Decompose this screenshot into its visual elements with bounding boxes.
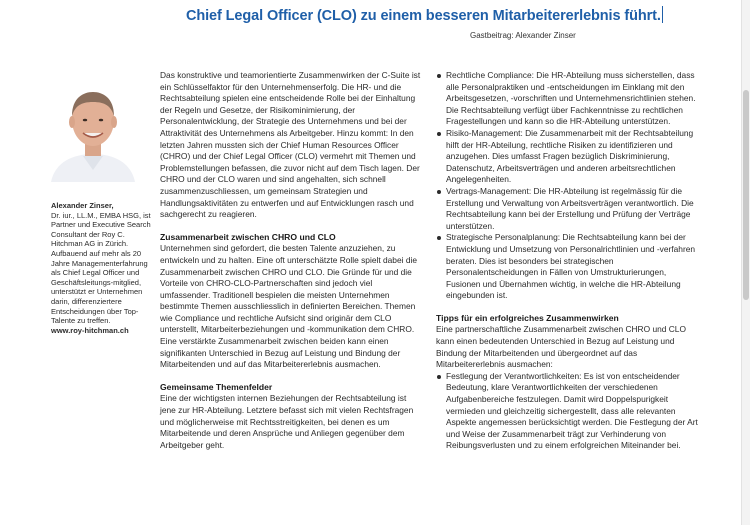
intro-paragraph: Das konstruktive und teamorientierte Zusammenwirken der C-Suite ist ein Schlüsselfaktor für den Unternehmenserfolg. Die HR- und die Rechtsabteilung spielen eine entscheidende Rolle bei der Einhaltung der Regeln und Gesetze, der Risikominimierung, der Personalentwicklung, der Strategie des Unternehmens und bei der Attraktivität des Unternehmens als Arbeitgeber. Hinzu kommt: In den letzten Jahren mussten sich der Chief Human Resources Officer (CHRO) und der Chief Legal Officer (CLO) vermehrt mit Themen und Problemstellungen befassen, die zuvor nicht auf dem Tisch lagen. Der CHRO und der CLO waren und sind angehalten, sich schnell zusammenzuschliessen, um gemeinsam Strategien und Handlungsaktivitäten zu entwerfen und auf Entwicklungen rasch und sachgerecht zu reagieren. — [160, 70, 421, 220]
vertical-scrollbar[interactable] — [741, 0, 750, 525]
author-photo — [45, 78, 141, 182]
list-item: Festlegung der Verantwortlichkeiten: Es ist von entscheidender Bedeutung, klare Verantwortlichkeiten der verschiedenen Aufgabenbereiche festzulegen. Damit wird Doppelspurigkeit vermieden und gleichzeitig sichergestellt, dass alle relevanten Aspekte angemessen berücksichtigt werden. Die Festlegung der Art und Weise der Zusammenarbeit trägt zur Verhinderung von Reibungsverlusten und zu einem erfolgreichen Miteinander bei. — [436, 371, 698, 452]
article-column-middle — [160, 70, 424, 451]
headline-text: Chief Legal Officer (CLO) zu einem besseren Mitarbeitererlebnis führt. — [186, 8, 661, 24]
collaboration-paragraph: Unternehmen sind gefordert, die besten Talente anzuziehen, zu entwickeln und zu halten. Eine oft unterschätzte Rolle spielt dabei die Zusammenarbeit zwischen CHRO und CLO. Die Gründe für und die Vorteile von CHRO-CLO-Partnerschaften sind jedoch viel umfassender. Traditionell bespielen die meisten Unternehmen bestimmte Themen ausschliesslich in definierten Bereichen. Themen wie Compliance und rechtliche Aufsicht sind originär dem CLO unterstellt, Mitarbeiterbeziehungen und -kommunikation dem CHRO. Eine verstärkte Zusammenarbeit zwischen beiden kann einen signifikanten Unterschied in Bezug auf Leistung und Bindung der Mitarbeitenden und auf das Mitarbeitererlebnis ausmachen. — [160, 243, 417, 370]
tips-paragraph: Eine partnerschaftliche Zusammenarbeit zwischen CHRO und CLO kann einen bedeutenden Unterschied in Bezug auf Leistung und Bindung der Mitarbeitenden und übergeordnet auf das Mitarbeitererlebnis ausmachen: — [436, 324, 686, 370]
topic-bullet-list — [436, 70, 698, 302]
author-name: Alexander Zinser, — [51, 201, 114, 210]
list-item: Risiko-Management: Die Zusammenarbeit mit der Rechtsabteilung hilft der HR-Abteilung, rechtliche Risiken zu identifizieren und anzugehen. Dies umfasst Fragen bezüglich Diskriminierung, Datenschutz, Arbeitsverträgen und anderen arbeitsrechtlichen Angelegenheiten. — [436, 128, 698, 186]
section-heading-tips: Tipps für ein erfolgreiches Zusammenwirken — [436, 312, 619, 323]
author-website-link[interactable]: www.roy-hitchman.ch — [51, 325, 129, 335]
text-cursor — [662, 6, 663, 23]
section-heading-common-topics: Gemeinsame Themenfelder — [160, 381, 273, 392]
list-item: Strategische Personalplanung: Die Rechtsabteilung kann bei der Entwicklung und Umsetzung von Personalrichtlinien und -verfahren beraten. Dies ist besonders bei strategischen Personalentscheidungen in Fällen von Umstrukturierungen, Fusionen und Übernahmen wichtig, in welche die HR-Abteilung eingebunden ist. — [436, 232, 698, 302]
byline: Gastbeitrag: Alexander Zinser — [470, 31, 576, 40]
article-headline — [186, 6, 706, 24]
common-topics-paragraph: Eine der wichtigsten internen Beziehungen der Rechtsabteilung ist jene zur HR-Abteilung. Letztere befasst sich mit vielen Rechtsfragen und möglicherweise mit Rechtsstreitigkeiten, bei denen es um Mitarbeitende und deren Ansprüche und Anliegen gegenüber dem Arbeitgeber geht. — [160, 393, 414, 450]
list-item: Rechtliche Compliance: Die HR-Abteilung muss sicherstellen, dass alle Personalpraktiken und -entscheidungen im Einklang mit den Arbeitsgesetzen, -vorschriften und Unternehmensrichtlinien stehen. Die Rechtsabteilung verfügt über Fachkenntnisse zu rechtlichen Fragestellungen und kann so die HR-Abteilung unterstützen. — [436, 70, 698, 128]
article-column-right — [436, 70, 698, 452]
tips-bullet-list — [436, 371, 698, 452]
section-heading-collaboration: Zusammenarbeit zwischen CHRO und CLO — [160, 231, 336, 242]
scrollbar-thumb[interactable] — [743, 90, 749, 300]
list-item: Vertrags-Management: Die HR-Abteilung ist regelmässig für die Erstellung und Verwaltung von Arbeitsverträgen verantwortlich. Die Rechtsabteilung kann bei der Erstellung und Prüfung der Verträge unterstützen. — [436, 186, 698, 232]
author-bio: Dr. iur., LL.M., EMBA HSG, ist Partner und Executive Search Consultant der Roy C. Hitchman AG in Zürich. Aufbauend auf mehr als 20 Jahre Managementerfahrung als Chief Legal Officer und Geschäftsleitungs-mitglied, unterstützt er Unternehmen darin, differenziertere Entscheidungen über Top-Talente zu treffen. — [51, 210, 151, 326]
headline-cutoff-line — [160, 0, 680, 4]
author-bio-box — [51, 201, 153, 335]
